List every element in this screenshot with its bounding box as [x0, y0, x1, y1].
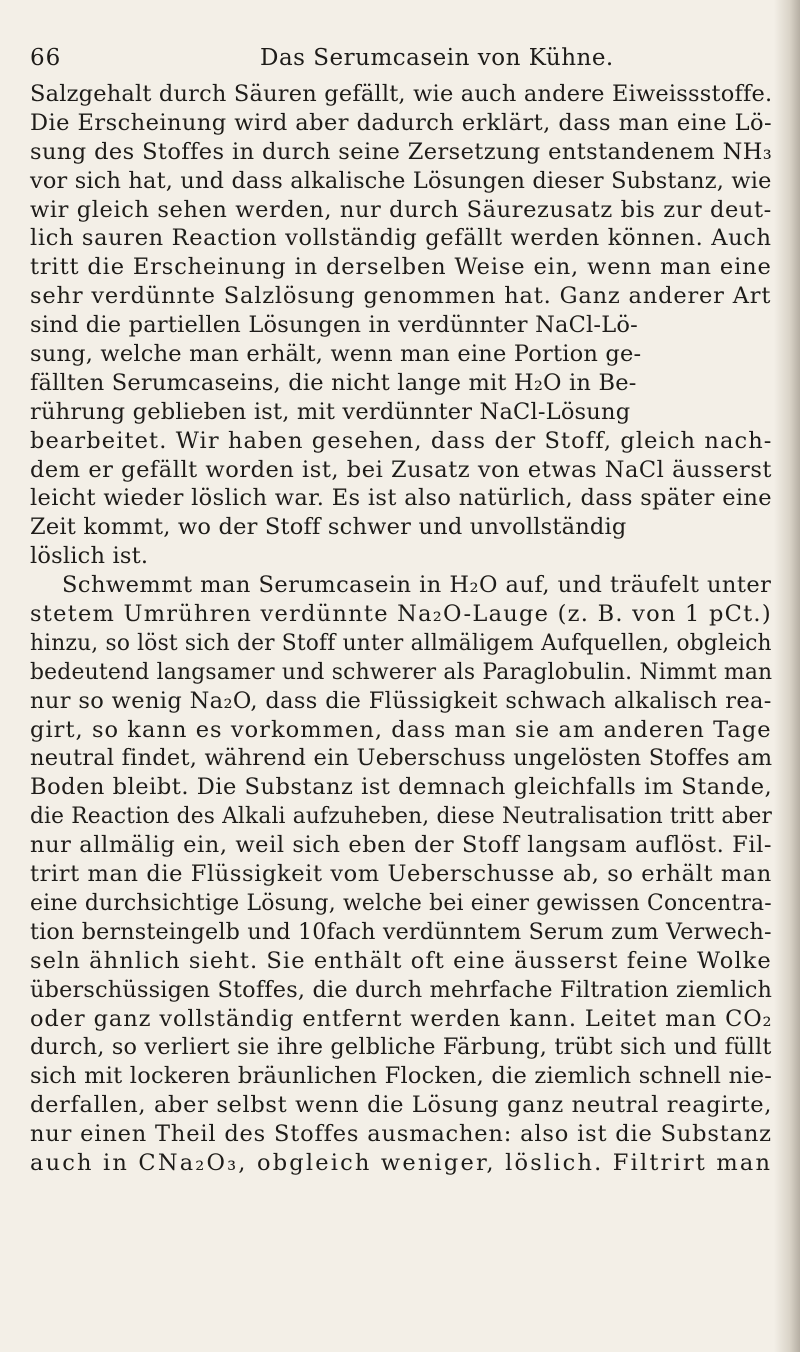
text-line: Salzgehalt durch Säuren gefällt, wie auch andere Eiweissstoffe. [30, 81, 773, 107]
text-line: stetem Umrühren verdünnte Na₂O-Lauge (z. B. von 1 pCt.) [30, 601, 772, 628]
text-line: auch in CNa₂O₃, obgleich weniger, löslich. Filtrirt man [30, 1149, 773, 1176]
text-line: bedeutend langsamer und schwerer als Paraglobulin. Nimmt man [30, 658, 773, 685]
text-line: sung des Stoffes in durch seine Zersetzung entstandenem NH₃ [30, 138, 773, 165]
body-text [30, 80, 772, 1178]
text-line: sich mit lockeren bräunlichen Flocken, die ziemlich schnell nie- [30, 1063, 773, 1090]
running-head: Das Serumcasein von Kühne. [260, 45, 614, 71]
text-line: überschüssigen Stoffes, die durch mehrfache Filtration ziemlich [30, 976, 773, 1003]
page-number: 66 [30, 45, 62, 71]
text-line: trirt man die Flüssigkeit vom Ueberschusse ab, so erhält man [30, 861, 772, 888]
text-line: neutral findet, während ein Ueberschuss ungelösten Stoffes am [30, 745, 773, 772]
page-header [30, 40, 750, 76]
text-line: durch, so verliert sie ihre gelbliche Färbung, trübt sich und füllt [30, 1034, 772, 1061]
text-line: sehr verdünnte Salzlösung genommen hat. Ganz anderer Art [30, 283, 772, 310]
text-line: Die Erscheinung wird aber dadurch erklärt, dass man eine Lö- [30, 109, 773, 136]
text-line: Zeit kommt, wo der Stoff schwer und unvollständig [30, 514, 627, 541]
text-line: girt, so kann es vorkommen, dass man sie am anderen Tage [30, 716, 772, 743]
text-line: tion bernsteingelb und 10fach verdünntem Serum zum Verwech- [30, 918, 772, 945]
text-line: nur so wenig Na₂O, dass die Flüssigkeit schwach alkalisch rea- [30, 687, 772, 714]
text-line: seln ähnlich sieht. Sie enthält oft eine äusserst feine Wolke [30, 947, 772, 974]
paragraph-start-line: Schwemmt man Serumcasein in H₂O auf, und träufelt unter [62, 572, 772, 599]
text-line: tritt die Erscheinung in derselben Weise ein, wenn man eine [30, 254, 772, 281]
text-line: vor sich hat, und dass alkalische Lösungen dieser Substanz, wie [30, 167, 772, 194]
text-line: dem er gefällt worden ist, bei Zusatz von etwas NaCl äusserst [30, 456, 772, 483]
text-line: derfallen, aber selbst wenn die Lösung ganz neutral reagirte, [30, 1092, 773, 1119]
text-line: löslich ist. [30, 543, 149, 570]
text-line: fällten Serumcaseins, die nicht lange mit H₂O in Be- [30, 369, 637, 396]
text-line: nur allmälig ein, weil sich eben der Stoff langsam auflöst. Fil- [30, 832, 773, 859]
text-line: bearbeitet. Wir haben gesehen, dass der Stoff, gleich nach- [30, 427, 773, 454]
text-line: wir gleich sehen werden, nur durch Säurezusatz bis zur deut- [30, 196, 772, 223]
page-edge-shadow [774, 0, 800, 1352]
text-line: leicht wieder löslich war. Es ist also natürlich, dass später eine [30, 485, 772, 512]
text-line: hinzu, so löst sich der Stoff unter allmäligem Aufquellen, obgleich [30, 629, 772, 656]
text-line: sung, welche man erhält, wenn man eine Portion ge- [30, 341, 642, 368]
text-line: nur einen Theil des Stoffes ausmachen: also ist die Substanz [30, 1121, 772, 1148]
text-line: Boden bleibt. Die Substanz ist demnach gleichfalls im Stande, [30, 774, 773, 801]
text-line: sind die partiellen Lösungen in verdünnter NaCl-Lö- [30, 312, 638, 339]
text-line: eine durchsichtige Lösung, welche bei einer gewissen Concentra- [30, 889, 772, 916]
text-line: lich sauren Reaction vollständig gefällt werden können. Auch [30, 225, 772, 252]
text-line: die Reaction des Alkali aufzuheben, diese Neutralisation tritt aber [30, 803, 773, 830]
text-line: oder ganz vollständig entfernt werden kann. Leitet man CO₂ [30, 1005, 773, 1032]
text-line: rührung geblieben ist, mit verdünnter NaCl-Lösung [30, 398, 631, 425]
